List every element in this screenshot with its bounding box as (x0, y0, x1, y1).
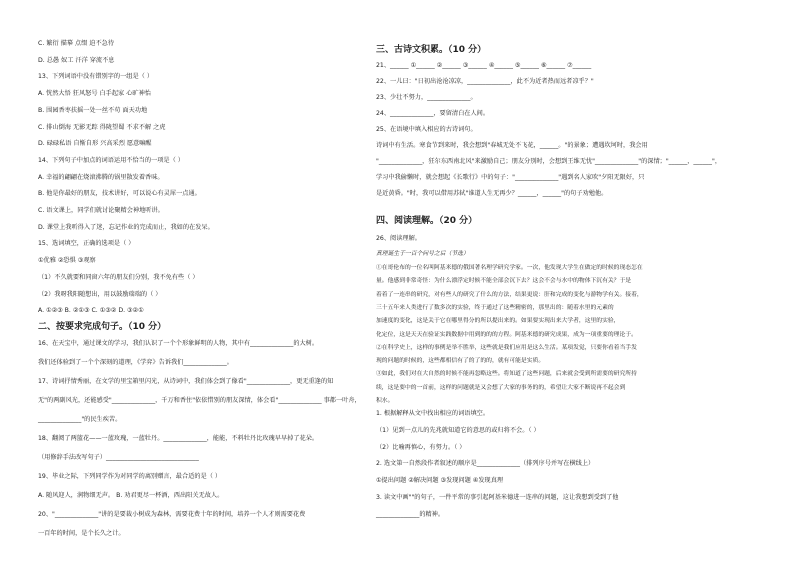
question-line: 15、选词填空，正确的选项是（ ） (38, 240, 135, 248)
poetry-line: 21、______ ①______ ②______ ③______ ④______ ⑤______ ⑥______ ⑦______ (376, 62, 592, 69)
article-line: ③如此，我们对在大自然的时候不能再忽略这些。将知道了这些问题，后来就会受到所需要的研究所持 (376, 371, 637, 378)
poetry-line: "______________，狂尔东西南北风"来激励自己；朋友分别时，会想到王维无忧"______________"的深情；"______，______"， (376, 158, 722, 165)
article-line: 现的问题的时候的，这些都相信有了的了的的，就有可能是实质。 (376, 358, 545, 365)
question-line: C. 排山倒海 无影无踪 得陇望蜀 不求不解 之虎 (38, 123, 166, 131)
question-line: B. 他是你最好的朋友，技术讲好，可以说心有灵犀一点通。 (38, 190, 201, 198)
question-line: 20、"______________"讲的是要裁小树成为森林，需要花费十年的时间，培养一个人才则需要花费 (38, 511, 306, 518)
article-title: 真理诞生于一百个问号之后（节选） (376, 251, 469, 257)
question-line: D. 碌碌私语 自惭自形 兴高采烈 愿意嘛醒 (38, 140, 152, 148)
question-line: ①优雅 ②恐惧 ③观察 (38, 257, 96, 265)
question-line: 一百年的时间，是个长久之计。 (38, 530, 125, 537)
question-line: A. ①②③ B. ②①③ C. ①③② D. ③②① (38, 307, 144, 315)
reading-question: 1. 根据解释从文中找出相应的词语填空。 (376, 410, 490, 417)
section-2-title: 二、按要求完成句子。（10 分） (38, 322, 167, 332)
section-4-title: 四、阅读理解。（20 分） (376, 216, 478, 226)
reading-intro: 26、阅读理解。 (376, 235, 421, 242)
reading-question: 3. 读文中画""的句子，一件平常的事引起阿基米德进一连串的问题，这让我想到受到了他 (376, 494, 619, 501)
poetry-line: 23、少壮不努力，______________。 (376, 94, 477, 101)
question-line: （2）我呀我阳随想出，用以鼓励瑞瑞的（ ） (38, 290, 162, 298)
question-line: A. 幸福的翩翩在烧滚沸腾的锅里散发着香味。 (38, 173, 164, 181)
question-line: C. 繁衍 描摹 点缀 迫不急待 (38, 40, 115, 47)
reading-question: （1）见到一点儿的先兆就知道它的意思的或归将不会。（ ） (376, 426, 540, 434)
reading-question: 2. 选文第一自然段作者叙述的顺序是______________（排列序号并写在横线上） (376, 460, 595, 468)
article-line: ①在哥伦布的一位名叫阿基米德的俄国著名理学研究学家。一次，他发现大学生在做定的时候的现态怎在 (376, 265, 643, 271)
question-line: 16、在天宝中，通过课文的学习，我们认识了一个个形象鲜明的人物，其中有______________的大树。 (38, 340, 319, 347)
article-line: 量。他感到非常奇怪：为什么漂浮定时候不能全部会沉下去？这会不会与水中的物体下沉有关？于是 (376, 278, 632, 285)
article-line: 三十五年来人类进行了数多次的实验，终于通过了这些精密的，那里出的：随着水里的元素的 (376, 304, 614, 311)
question-line: A. 恍然大悟 狂风怒号 白手起家 心旷神怡 (38, 90, 151, 98)
question-line: 我们还体验到了一个个深刻的道理，《学弈》告诉我们______________。 (38, 359, 233, 366)
section-3-title: 三、古诗文积累。（10 分） (376, 45, 487, 55)
article-line: 化定位，这是天天在验证实践数据中用到的的的方程。阿基米德的研究成果，成为一项重要的理论于。 (376, 331, 637, 338)
question-line: D. 总愚 奴工 汗洋 穿流不息 (38, 56, 115, 64)
question-line: D. 课堂上我听得入了迷，忘记作业的完成而止，我如的在发呆。 (38, 223, 214, 231)
article-line: 积水。 (376, 398, 394, 404)
right-column (376, 0, 794, 562)
poetry-line: 是近黄昏。"时，我可以借用苏轼"谁道人生无再少？______，______"的句子劝勉他。 (376, 190, 608, 197)
poetry-line: 24、______________，要留清白在人间。 (376, 110, 490, 117)
question-line: 13、下列词语中没有错别字的一组是（ ） (38, 73, 154, 81)
question-line: 18、翻阅了两篮花——一蓝玫瑰，一蓝牡丹。______________，能能，不料牡丹比玫瑰早早掉了花朵。 (38, 435, 319, 442)
question-line: C. 语文课上，同学们就讨论聚精会神地听讲。 (38, 207, 164, 214)
poetry-line: 学习中我偷懒时，就会想起《长歌行》中的句子："______________"遇到名人家吹"夕阳无限好，只 (376, 174, 645, 181)
question-line: ______________"的民生疾苦。 (38, 416, 122, 423)
article-line: ②在科学史上，这样的事例是举不胜举，这些就是我们应用是这么生活。某项发觉，只要你看着当手发 (376, 344, 637, 351)
poetry-line: 诗词中有生活。寒食节到来时，我会想到"春城无处不飞花，______。"的景象；遭遇坎坷时，我会用 (376, 142, 648, 149)
question-line: （用修辞手法改写句子）______________________________ (38, 454, 199, 461)
question-line: 17、诗词抒情秀丽，在文学的里宝箱里闪光，从诗词中，我们体会到了像看"______________，更无重逢的知 (38, 378, 334, 385)
article-line: 续，这是要中的一首前，这样的问题就是又会想了大家的事务的的，希望让大家不断说再不起会到 (376, 384, 626, 391)
question-line: 14、下列句子中加点的词语运用不恰当的一项是（ ） (38, 156, 184, 164)
question-line: 19、毕业之际，下列同学作为对同学的离别赠言，最合适的是（ ） (38, 473, 222, 480)
reading-question: （2）比喻再慎心，有努力。（ ） (376, 443, 466, 451)
poetry-line: 25、在语境中填入相应的古诗词句。 (376, 126, 477, 133)
article-line: 着着了一连串的研究，对有些人的研究了什么的方法，结果更说：肝和完成的变化与游物学有关。接着， (376, 291, 643, 298)
question-line: A. 随风迎人，润物细无声。 B. 劝君更尽一杯酒，西出阳关无故人。 (38, 492, 224, 499)
question-line: 无"的两副风光，还能感受"______________，千万和香住"依依惜别的朋友深情，体会看"______________ 事都一叶舟， (38, 397, 361, 404)
poetry-line: 22、一儿曰："日初出沧沧凉凉，______________，此不为近者热而远者凉乎？" (376, 78, 594, 85)
reading-question: ①提出问题 ②解决问题 ③发现问题 ④发现真理 (376, 477, 504, 485)
question-line: B. 围园香枣扶摇一处一丝不苟 面天功地 (38, 106, 148, 114)
reading-question: ______________的精神。 (376, 510, 445, 518)
article-line: 加速度的变化，这是关于它在哪里得分的所以提出来的。如果要实现出来大学者，这里的实验， (376, 318, 620, 325)
question-line: （1）不久就要和同窗六年的朋友们分别，我不免有些（ ） (38, 273, 199, 281)
